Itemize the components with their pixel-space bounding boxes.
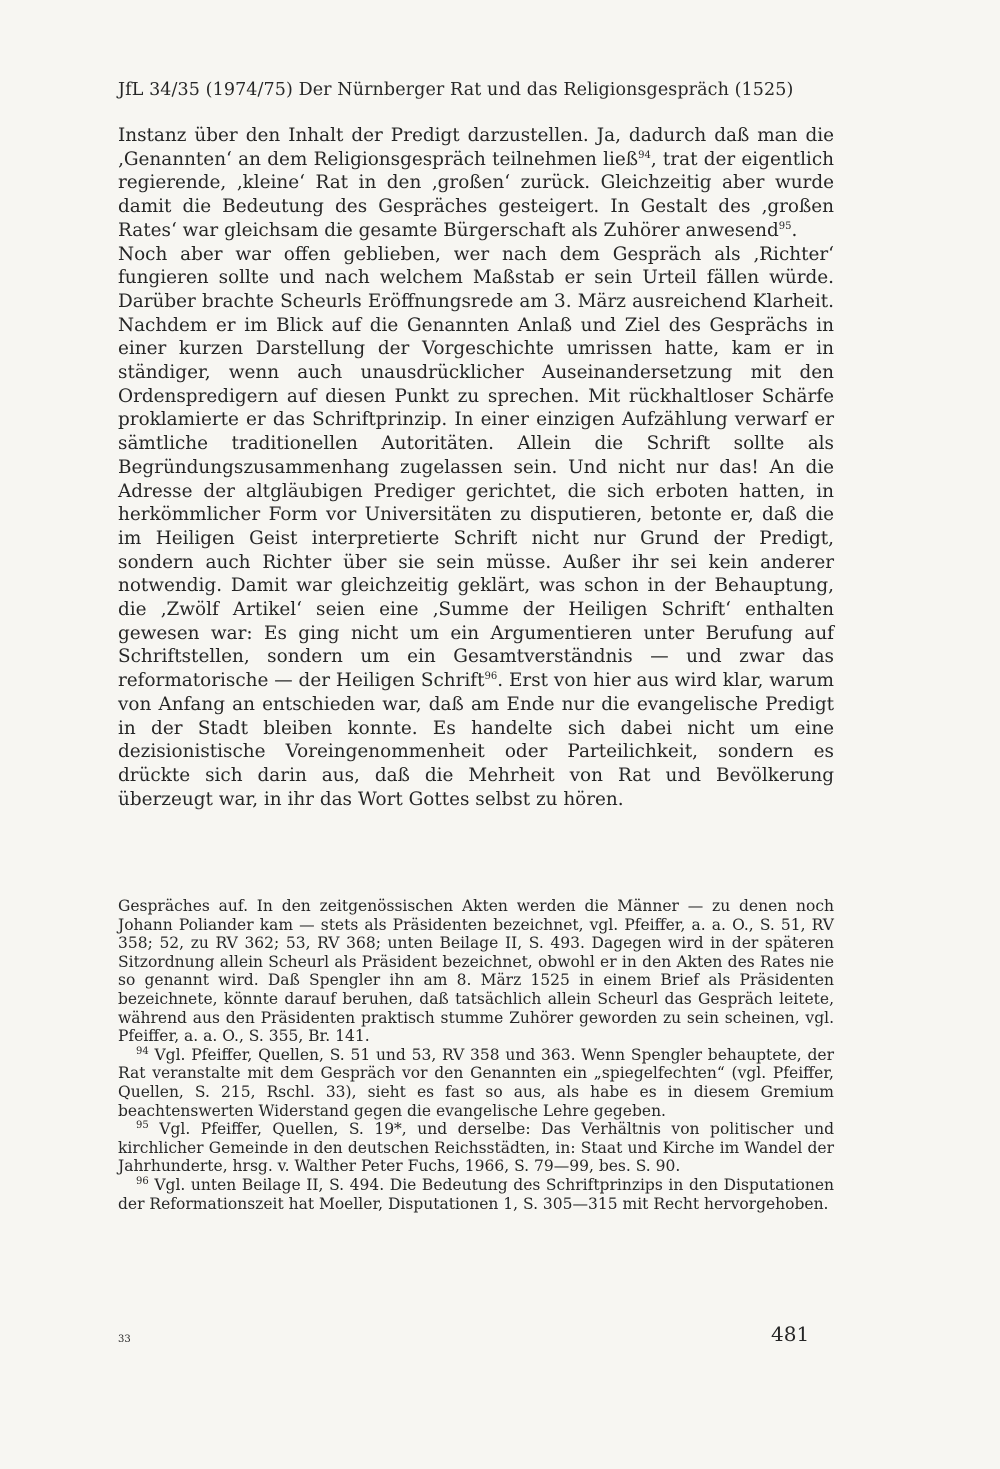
footnote-95 (118, 1120, 834, 1176)
footnote-ref-94[interactable]: 94 (638, 149, 651, 161)
paragraph-1 (118, 124, 834, 243)
page-number: 481 (771, 1322, 810, 1346)
footnote-95-text: Vgl. Pfeiffer, Quellen, S. 19*, und derselbe: Das Verhältnis von politischer und kirchlicher Gemeinde in den deutschen Reichsstädten, in: Staat und Kirche im Wandel der Jahrhunderte, hrsg. v. Walther Peter Fuchs, 1966, S. 79—99, bes. S. 90. (118, 1120, 834, 1176)
footnote-94-mark: 94 (136, 1045, 149, 1057)
footnote-96 (118, 1176, 834, 1213)
paragraph-1-text-b: , trat der eigentlich regierende, ‚kleine‘ Rat in den ‚großen‘ zurück. Gleichzeitig aber wurde damit die Bedeutung des Gespräches gesteigert. In Gestalt des ‚großen Rates‘ war gleichsam die gesamte Bürgerschaft als Zuhörer anwesend (118, 148, 834, 241)
signature-mark: 33 (118, 1334, 131, 1345)
footnote-94 (118, 1046, 834, 1120)
main-text (118, 124, 834, 811)
footnote-ref-95[interactable]: 95 (778, 220, 792, 232)
footnote-96-mark: 96 (136, 1175, 149, 1187)
footnote-94-text: Vgl. Pfeiffer, Quellen, S. 51 und 53, RV 358 und 363. Wenn Spengler behauptete, der Rat veranstalte mit dem Gespräch vor den Genannten ein „spiegelfechten“ (vgl. Pfeiffer, Quellen, S. 215, Rschl. 33), sieht es fast so aus, als habe es in diesem Gremium beachtenswerten Widerstand gegen die evangelische Lehre gegeben. (118, 1045, 834, 1120)
running-head: JfL 34/35 (1974/75) Der Nürnberger Rat und das Religionsgespräch (1525) (118, 80, 794, 100)
footnote-95-mark: 95 (136, 1119, 149, 1131)
paragraph-1-text-c: . (791, 219, 798, 241)
footnote-continued-text: Gespräches auf. In den zeitgenössischen Akten werden die Männer — zu denen noch Johann Poliander kam — stets als Präsidenten bezeichnet, vgl. Pfeiffer, a. a. O., S. 51, RV 358; 52, zu RV 362; 53, RV 368; unten Beilage II, S. 493. Dagegen wird in der späteren Sitzordnung allein Scheurl als Präsident bezeichnet, obwohl er in den Akten des Rates nie so genannt wird. Daß Spengler ihn am 8. März 1525 in einem Brief als Präsidenten bezeichnete, könnte darauf beruhen, daß tatsächlich allein Scheurl das Gespräch leitete, während aus den Präsidenten praktisch stumme Zuhörer geworden zu sein scheinen, vgl. Pfeiffer, a. a. O., S. 355, Br. 141. (118, 897, 834, 1046)
footnotes (118, 897, 834, 1213)
paragraph-2-text-b: . Erst von hier aus wird klar, warum von Anfang an entschieden war, daß am Ende nur die evangelische Predigt in der Stadt bleiben konnte. Es handelte sich dabei nicht um eine dezisionistische Voreingenommenheit oder Parteilichkeit, sondern es drückte sich darin aus, daß die Mehrheit von Rat und Bevölkerung überzeugt war, in ihr das Wort Gottes selbst zu hören. (118, 670, 834, 810)
paragraph-1-text-a: Instanz über den Inhalt der Predigt darzustellen. Ja, dadurch daß man die ‚Genannten‘ an dem Religionsgespräch teilnehmen ließ (118, 125, 834, 170)
paragraph-2 (118, 243, 834, 812)
footnote-ref-96[interactable]: 96 (484, 671, 498, 683)
paragraph-2-text-a: Noch aber war offen geblieben, wer nach dem Gespräch als ‚Richter‘ fungieren sollte und nach welchem Maßstab er sein Urteil fällen würde. Darüber brachte Scheurls Eröffnungsrede am 3. März ausreichend Klarheit. Nachdem er im Blick auf die Genannten Anlaß und Ziel des Gesprächs in einer kurzen Darstellung der Vorgeschichte umrissen hatte, kam er in ständiger, wenn auch unausdrücklicher Auseinandersetzung mit den Ordenspredigern auf diesen Punkt zu sprechen. Mit rückhaltloser Schärfe proklamierte er das Schriftprinzip. In einer einzigen Aufzählung verwarf er sämtliche traditionellen Autoritäten. Allein die Schrift sollte als Begründungszusammenhang zugelassen sein. Und nicht nur das! An die Adresse der altgläubigen Prediger gerichtet, die sich erboten hatten, in herkömmlicher Form vor Universitäten zu disputieren, betonte er, daß die im Heiligen Geist interpretierte Schrift nicht nur Grund der Predigt, sondern auch Richter über sie sein müsse. Außer ihr sei kein anderer notwendig. Damit war gleichzeitig geklärt, was schon in der Behauptung, die ‚Zwölf Artikel‘ seien eine ‚Summe der Heiligen Schrift‘ enthalten gewesen war: Es ging nicht um ein Argumentieren unter Berufung auf Schriftstellen, sondern um ein Gesamtverständnis — und zwar das reformatorische — der Heiligen Schrift (118, 243, 834, 692)
footnote-continued (118, 897, 834, 1046)
footnote-96-text: Vgl. unten Beilage II, S. 494. Die Bedeutung des Schriftprinzips in den Disputationen der Reformationszeit hat Moeller, Disputationen 1, S. 305—315 mit Recht hervorgehoben. (118, 1175, 834, 1213)
